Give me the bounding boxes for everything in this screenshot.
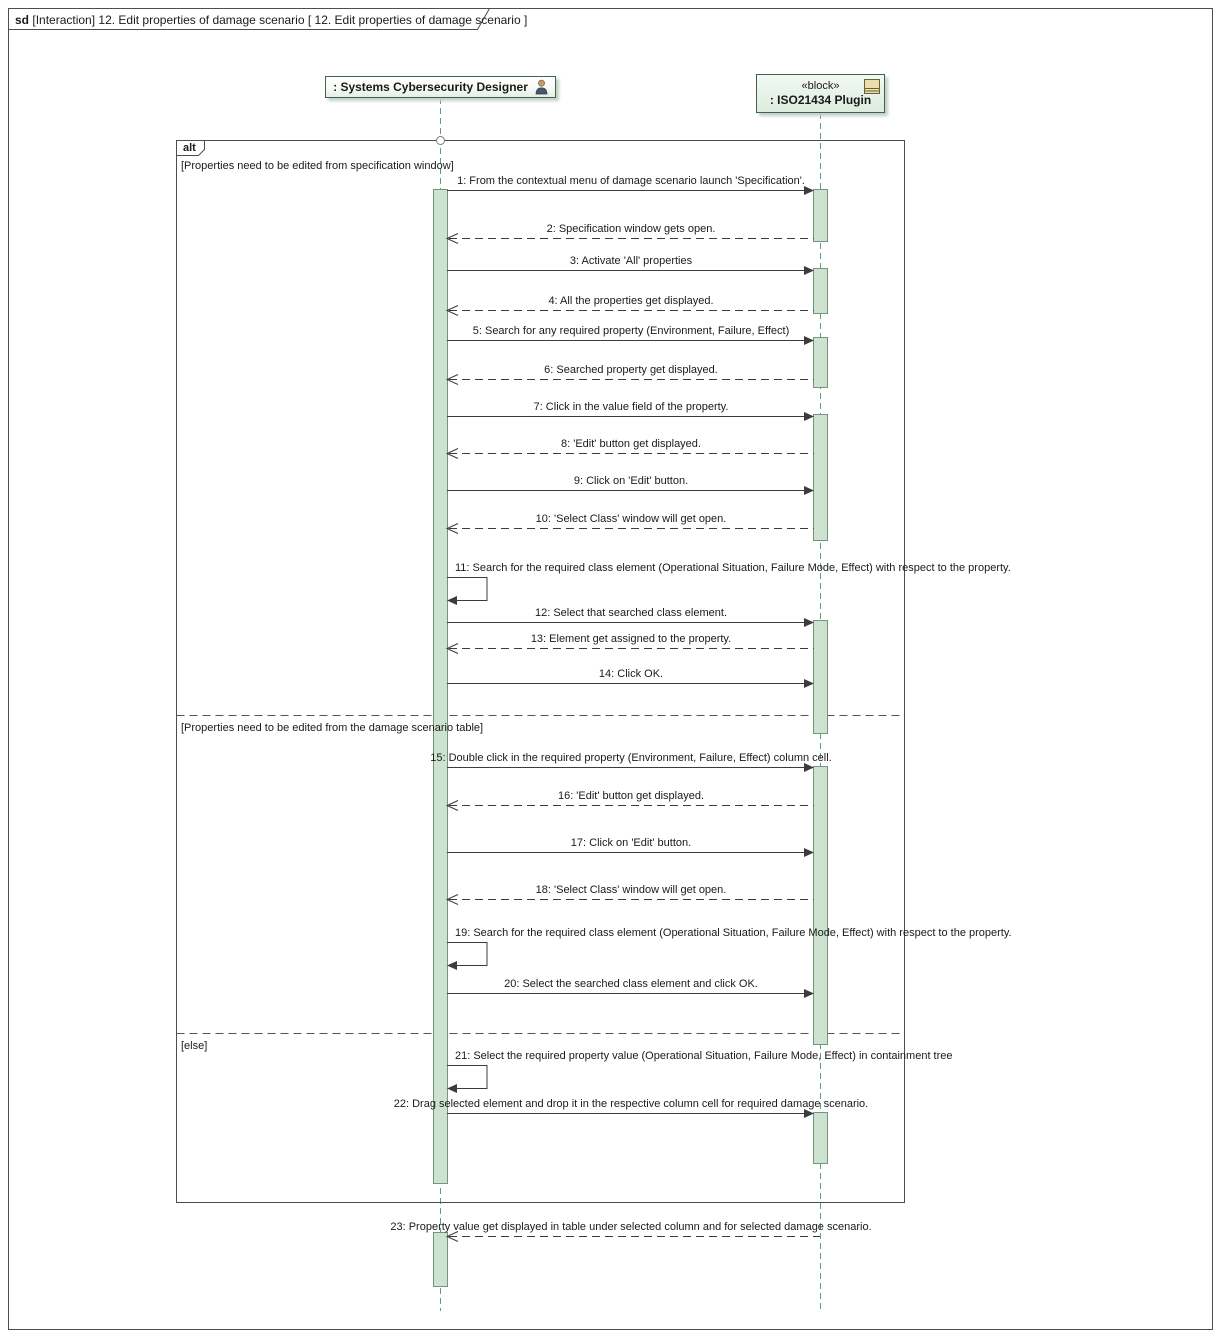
message-8-label[interactable]: 8: 'Edit' button get displayed. [561, 438, 701, 450]
lifeline-plugin-name: : ISO21434 Plugin [769, 93, 872, 107]
guard-damage-scenario-table: [Properties need to be edited from the damage scenario table] [181, 722, 484, 734]
message-1-label[interactable]: 1: From the contextual menu of damage scenario launch 'Specification'. [457, 175, 805, 187]
message-21-line[interactable] [447, 1066, 487, 1089]
guard-specification-window: [Properties need to be edited from specification window] [181, 160, 454, 172]
activation-plugin-7[interactable] [814, 1113, 828, 1164]
lifeline-plugin-stereotype: «block» [801, 80, 840, 92]
message-2-label[interactable]: 2: Specification window gets open. [546, 223, 716, 235]
message-14-label[interactable]: 14: Click OK. [598, 668, 664, 680]
activation-bars[interactable] [434, 190, 828, 1287]
message-15-label[interactable]: 15: Double click in the required property (Environment, Failure, Effect) column cell. [430, 752, 832, 764]
message-9-label[interactable]: 9: Click on 'Edit' button. [573, 475, 689, 487]
activation-designer-bottom[interactable] [434, 1233, 448, 1287]
message-19-line[interactable] [447, 943, 487, 966]
message-19-label[interactable]: 19: Search for the required class element (Operational Situation, Failure Mode, Effect) with respect to the property. [455, 927, 1012, 939]
message-17-label[interactable]: 17: Click on 'Edit' button. [570, 837, 692, 849]
lifeline-header-iso21434-plugin[interactable] [756, 74, 885, 113]
lifeline-header-systems-cybersecurity-designer[interactable] [325, 76, 556, 98]
message-11-line[interactable] [447, 578, 487, 601]
diagram-title-keyword: sd [15, 13, 30, 27]
message-19-arrowhead [447, 961, 457, 970]
activation-plugin-6[interactable] [814, 767, 828, 1045]
message-16-label[interactable]: 16: 'Edit' button get displayed. [557, 790, 705, 802]
message-6-label[interactable]: 6: Searched property get displayed. [544, 364, 718, 376]
message-23-label[interactable]: 23: Property value get displayed in table under selected column and for selected damage scenario. [390, 1221, 872, 1233]
message-21-label[interactable]: 21: Select the required property value (Operational Situation, Failure Mode, Effect) in containment tree [455, 1050, 953, 1062]
message-11-label[interactable]: 11: Search for the required class element (Operational Situation, Failure Mode, Effect) with respect to the property. [455, 562, 1011, 574]
message-4-label[interactable]: 4: All the properties get displayed. [548, 295, 714, 307]
diagram-title-text: [Interaction] 12. Edit properties of damage scenario [ 12. Edit properties of damage scenario ] [32, 13, 528, 27]
message-21-arrowhead [447, 1084, 457, 1093]
message-7-label[interactable]: 7: Click in the value field of the property. [533, 401, 729, 413]
message-22-label[interactable]: 22: Drag selected element and drop it in the respective column cell for required damage scenario. [393, 1098, 869, 1110]
person-icon [535, 79, 548, 95]
message-18-label[interactable]: 18: 'Select Class' window will get open. [535, 884, 727, 896]
guard-else: [else] [181, 1040, 208, 1052]
message-3-label[interactable]: 3: Activate 'All' properties [569, 255, 693, 267]
lifeline-designer-name: : Systems Cybersecurity Designer [333, 80, 528, 94]
message-11-arrowhead [447, 596, 457, 605]
message-20-label[interactable]: 20: Select the searched class element and click OK. [504, 978, 758, 990]
block-icon [864, 79, 880, 94]
activation-plugin-3[interactable] [814, 338, 828, 388]
message-arrows[interactable] [447, 186, 820, 1242]
activation-designer-main[interactable] [434, 190, 448, 1184]
message-12-label[interactable]: 12: Select that searched class element. [535, 607, 727, 619]
diagram-title [15, 12, 527, 28]
alt-operator-label[interactable]: alt [183, 142, 196, 154]
message-5-label[interactable]: 5: Search for any required property (Environment, Failure, Effect) [472, 325, 790, 337]
message-10-label[interactable]: 10: 'Select Class' window will get open. [535, 513, 727, 525]
lifeline-crossing-circle [437, 137, 445, 145]
message-13-label[interactable]: 13: Element get assigned to the property. [530, 633, 732, 645]
